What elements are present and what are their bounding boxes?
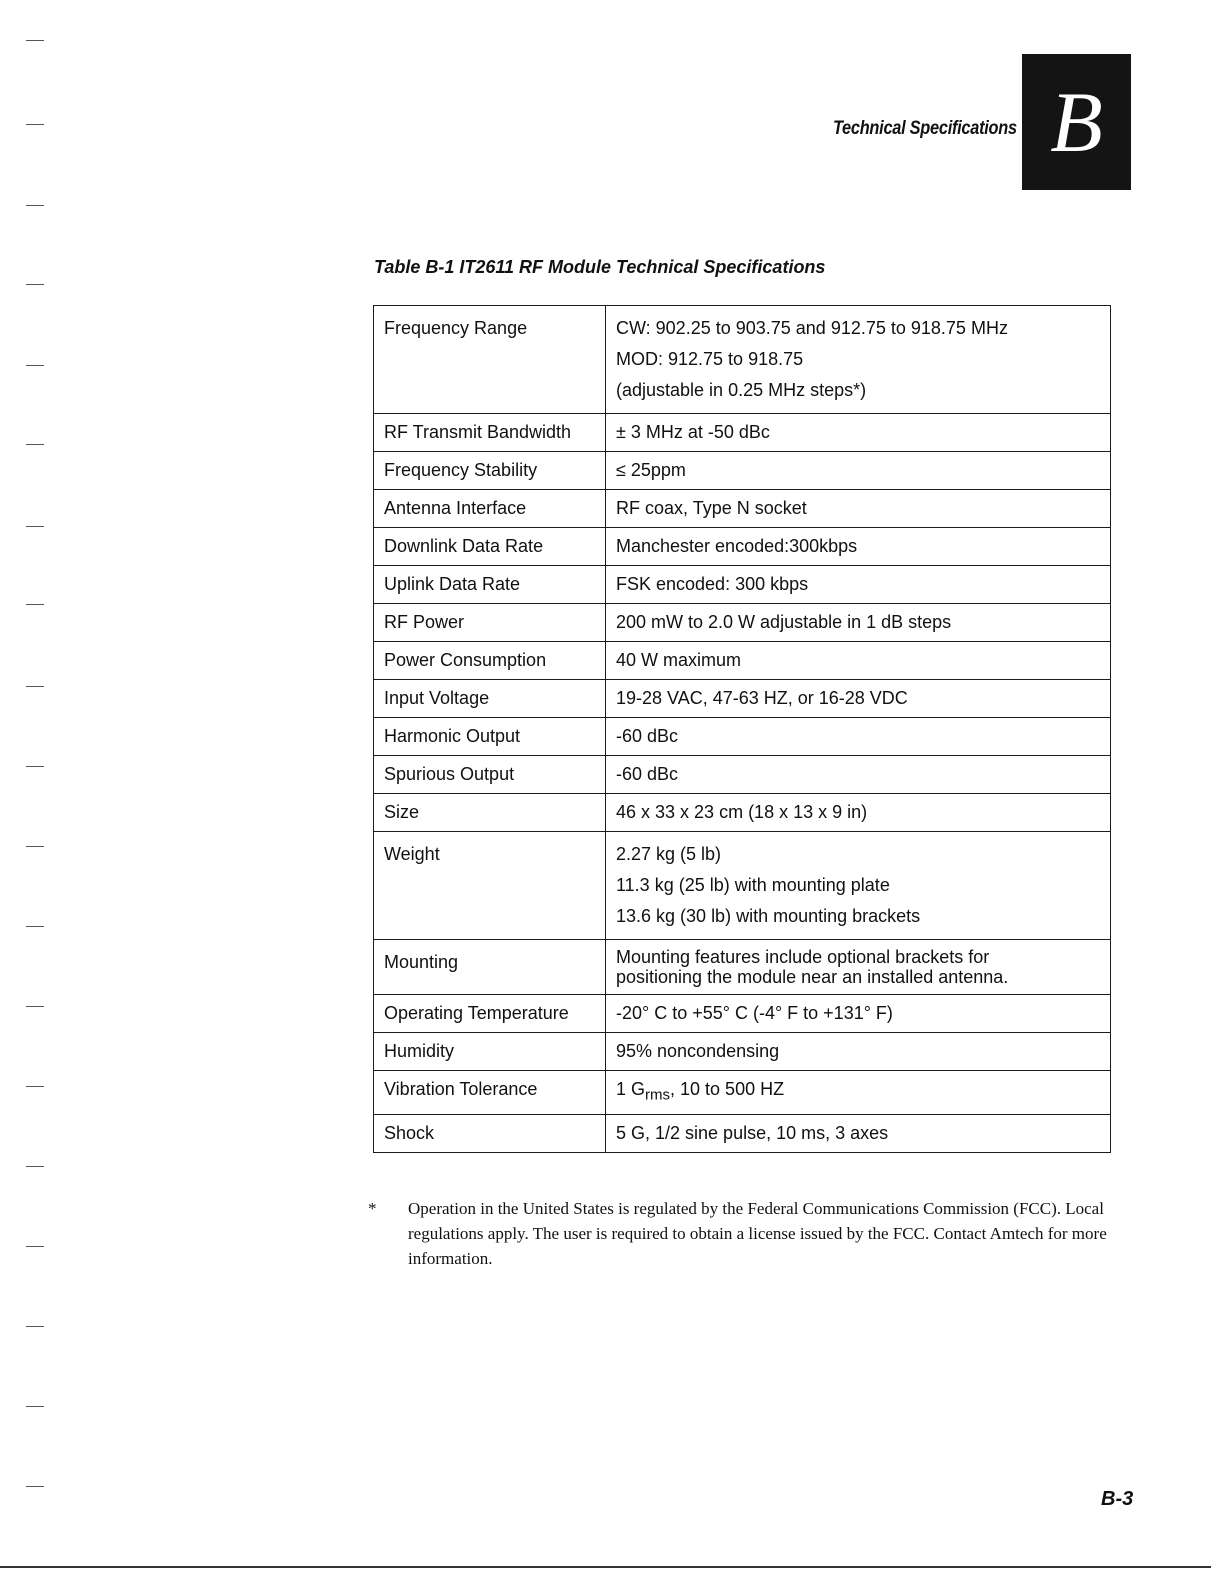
param-cell: Humidity [374, 1033, 606, 1071]
param-cell: Antenna Interface [374, 490, 606, 528]
table-row [374, 832, 1111, 940]
value-cell: FSK encoded: 300 kbps [606, 566, 1111, 604]
value-cell: ≤ 25ppm [606, 452, 1111, 490]
value-cell: -60 dBc [606, 718, 1111, 756]
table-row [374, 1033, 1111, 1071]
page-number: B-3 [1101, 1488, 1134, 1510]
table-row [374, 1114, 1111, 1152]
value-cell: -60 dBc [606, 756, 1111, 794]
table-row [374, 414, 1111, 452]
table-row [374, 306, 1111, 414]
value-cell: 19-28 VAC, 47-63 HZ, or 16-28 VDC [606, 680, 1111, 718]
table-row [374, 794, 1111, 832]
value-line: 11.3 kg (25 lb) with mounting plate [616, 875, 890, 895]
value-cell: 40 W maximum [606, 642, 1111, 680]
value-line: (adjustable in 0.25 MHz steps*) [616, 380, 867, 400]
value-subscript: rms [645, 1086, 671, 1104]
param-cell: Vibration Tolerance [374, 1071, 606, 1115]
table-row [374, 718, 1111, 756]
param-cell: Power Consumption [374, 642, 606, 680]
table-row [374, 604, 1111, 642]
table-row [374, 680, 1111, 718]
appendix-letter: B [1050, 74, 1103, 170]
param-cell: Frequency Stability [374, 452, 606, 490]
footnote-marker: * [368, 1199, 377, 1218]
appendix-tab [1022, 54, 1131, 190]
table-row [374, 452, 1111, 490]
value-cell: Manchester encoded:300kbps [606, 528, 1111, 566]
spec-table [373, 305, 1111, 1153]
table-row [374, 528, 1111, 566]
value-cell: 46 x 33 x 23 cm (18 x 13 x 9 in) [606, 794, 1111, 832]
value-cell: 200 mW to 2.0 W adjustable in 1 dB steps [606, 604, 1111, 642]
param-cell: Frequency Range [374, 306, 606, 414]
value-cell: 95% noncondensing [606, 1033, 1111, 1071]
value-cell [606, 832, 1111, 940]
value-cell [606, 940, 1111, 995]
value-line: CW: 902.25 to 903.75 and 912.75 to 918.75 MHz [616, 318, 1008, 338]
table-row [374, 756, 1111, 794]
value-cell: RF coax, Type N socket [606, 490, 1111, 528]
param-cell: RF Transmit Bandwidth [374, 414, 606, 452]
value-line: 13.6 kg (30 lb) with mounting brackets [616, 906, 921, 926]
table-row [374, 995, 1111, 1033]
footnote [368, 1196, 1128, 1271]
value-cell: ± 3 MHz at -50 dBc [606, 414, 1111, 452]
param-cell: Weight [374, 832, 606, 940]
value-line: Mounting features include optional brackets for [616, 947, 990, 967]
value-line: MOD: 912.75 to 918.75 [616, 349, 804, 369]
value-cell [606, 1071, 1111, 1115]
param-cell: Mounting [374, 940, 606, 995]
param-cell: Downlink Data Rate [374, 528, 606, 566]
table-caption: Table B-1 IT2611 RF Module Technical Specifications [374, 257, 826, 277]
table-row [374, 566, 1111, 604]
table-row [374, 490, 1111, 528]
footnote-text: Operation in the United States is regulated by the Federal Communications Commission (FCC). Local regulations apply. The user is required to obtain a license issued by the FCC. Contact Amtech for more information. [408, 1199, 1107, 1268]
value-cell [606, 306, 1111, 414]
param-cell: Uplink Data Rate [374, 566, 606, 604]
param-cell: Input Voltage [374, 680, 606, 718]
value-text: , 10 to 500 HZ [670, 1079, 785, 1099]
page-bottom-rule [0, 1566, 1211, 1568]
param-cell: Size [374, 794, 606, 832]
param-cell: Shock [374, 1114, 606, 1152]
value-line: 2.27 kg (5 lb) [616, 844, 722, 864]
table-row [374, 940, 1111, 995]
value-cell: 5 G, 1/2 sine pulse, 10 ms, 3 axes [606, 1114, 1111, 1152]
table-row [374, 642, 1111, 680]
value-line: positioning the module near an installed antenna. [616, 967, 1009, 987]
section-title: Technical Specifications [833, 118, 1017, 139]
param-cell: Operating Temperature [374, 995, 606, 1033]
value-cell: -20° C to +55° C (-4° F to +131° F) [606, 995, 1111, 1033]
param-cell: Harmonic Output [374, 718, 606, 756]
param-cell: RF Power [374, 604, 606, 642]
value-text: 1 G [616, 1079, 646, 1099]
param-cell: Spurious Output [374, 756, 606, 794]
table-row [374, 1071, 1111, 1115]
